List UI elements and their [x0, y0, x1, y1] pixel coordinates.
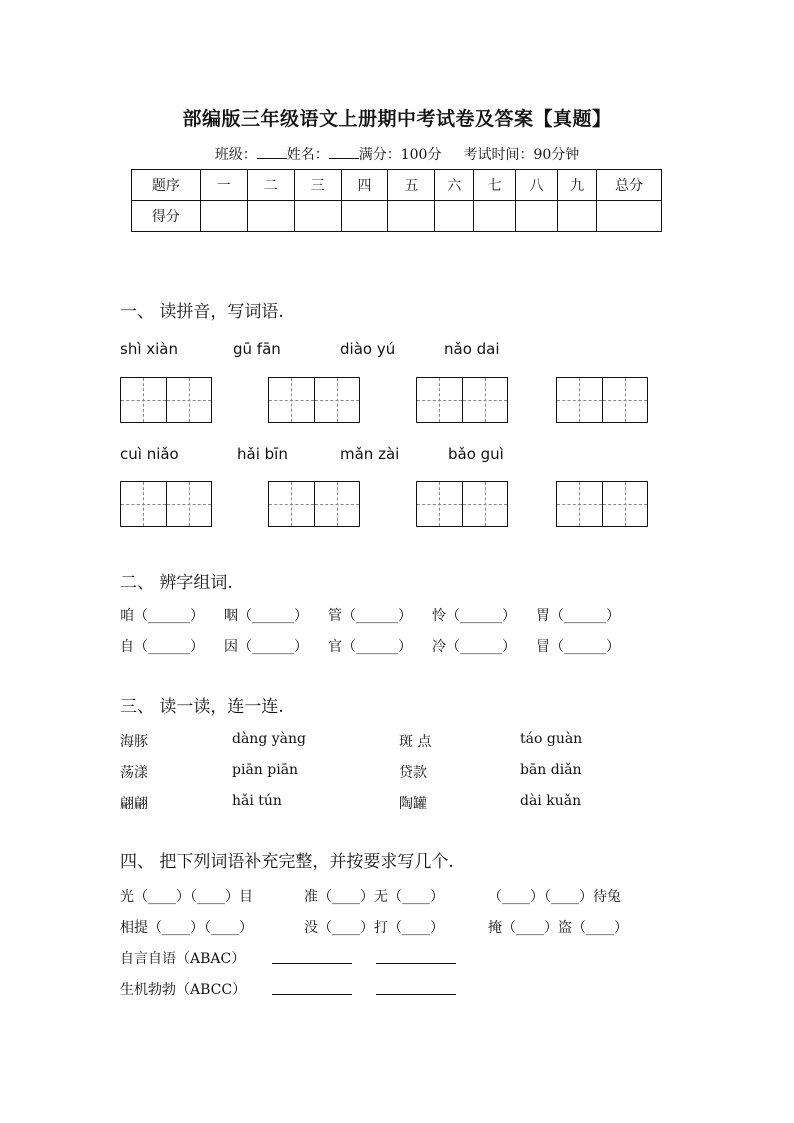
section4-heading: 四、 把下列词语补充完整，并按要求写几个.: [120, 852, 454, 872]
class-label: 班级：: [214, 147, 257, 163]
score-cell[interactable]: [200, 201, 247, 232]
word-blank[interactable]: 冒（______）: [536, 639, 620, 655]
match-word[interactable]: 贷款: [399, 765, 427, 781]
match-word[interactable]: 荡漾: [120, 765, 148, 781]
writing-grid[interactable]: [416, 377, 508, 423]
idiom-blank[interactable]: 准（____）无（____）: [304, 889, 444, 905]
header-cell: 五: [388, 170, 435, 201]
score-cell[interactable]: [474, 201, 516, 232]
word-blank[interactable]: 官（______）: [328, 639, 412, 655]
pinyin: bǎo guì: [448, 445, 504, 463]
writing-grid[interactable]: [556, 481, 648, 527]
writing-grid[interactable]: [268, 481, 360, 527]
score-cell[interactable]: [597, 201, 662, 232]
exam-time: 考试时间：90分钟: [463, 147, 580, 163]
header-cell: 三: [294, 170, 341, 201]
writing-grid[interactable]: [120, 481, 212, 527]
idiom-blank[interactable]: （____）（____）待兔: [488, 889, 621, 905]
match-pinyin[interactable]: hǎi tún: [232, 793, 282, 809]
header-cell: 六: [435, 170, 474, 201]
answer-line[interactable]: [376, 963, 456, 964]
idiom-blank[interactable]: 光（____）（____）目: [120, 889, 253, 905]
word-blank[interactable]: 冷（______）: [432, 639, 516, 655]
word-blank[interactable]: 咱（______）: [120, 608, 204, 624]
pinyin: nǎo dai: [444, 340, 500, 358]
header-cell: 八: [516, 170, 558, 201]
header-cell: 一: [200, 170, 247, 201]
header-cell: 总分: [597, 170, 662, 201]
page-title: 部编版三年级语文上册期中考试卷及答案【真题】: [182, 108, 612, 130]
pinyin: shì xiàn: [120, 340, 179, 358]
abac-label: 自言自语（ABAC）: [120, 951, 246, 967]
score-table-header-row: [132, 170, 662, 201]
score-table-score-row: [132, 201, 662, 232]
writing-grid[interactable]: [268, 377, 360, 423]
score-cell[interactable]: [341, 201, 388, 232]
header-cell: 四: [341, 170, 388, 201]
match-pinyin[interactable]: dàng yàng: [232, 731, 306, 747]
score-cell[interactable]: [435, 201, 474, 232]
word-blank[interactable]: 管（______）: [328, 608, 412, 624]
word-blank[interactable]: 自（______）: [120, 639, 204, 655]
answer-line[interactable]: [272, 994, 352, 995]
writing-grid[interactable]: [416, 481, 508, 527]
score-cell[interactable]: [516, 201, 558, 232]
idiom-blank[interactable]: 相提（____）（____）: [120, 920, 253, 936]
full-score: 满分：100分: [358, 147, 442, 163]
header-cell: 七: [474, 170, 516, 201]
class-blank[interactable]: [257, 146, 287, 159]
score-table: [131, 169, 662, 232]
header-cell: 题序: [132, 170, 201, 201]
abcc-label: 生机勃勃（ABCC）: [120, 982, 247, 998]
match-pinyin[interactable]: piān piān: [232, 762, 299, 778]
pinyin: gū fān: [233, 340, 281, 358]
idiom-blank[interactable]: 掩（____）盗（____）: [488, 920, 628, 936]
match-word[interactable]: 海豚: [120, 734, 148, 750]
score-cell[interactable]: [294, 201, 341, 232]
section2-heading: 二、 辨字组词.: [120, 573, 233, 593]
match-pinyin[interactable]: dài kuǎn: [520, 793, 582, 809]
writing-grid[interactable]: [556, 377, 648, 423]
score-cell[interactable]: [388, 201, 435, 232]
score-cell[interactable]: [558, 201, 597, 232]
section3-heading: 三、 读一读，连一连.: [120, 697, 284, 717]
match-pinyin[interactable]: bān diǎn: [520, 762, 582, 778]
word-blank[interactable]: 胃（______）: [536, 608, 620, 624]
name-blank[interactable]: [329, 146, 359, 159]
match-pinyin[interactable]: táo guàn: [520, 731, 583, 747]
section1-heading: 一、 读拼音，写词语.: [120, 302, 284, 322]
word-blank[interactable]: 怜（______）: [432, 608, 516, 624]
header-cell: 九: [558, 170, 597, 201]
answer-line[interactable]: [376, 994, 456, 995]
score-row-label: 得分: [132, 201, 201, 232]
idiom-blank[interactable]: 没（____）打（____）: [304, 920, 444, 936]
exam-info: [0, 144, 794, 164]
answer-line[interactable]: [272, 963, 352, 964]
match-word[interactable]: 陶罐: [399, 796, 427, 812]
match-word[interactable]: 翩翩: [120, 796, 148, 812]
pinyin: hǎi bīn: [237, 445, 288, 463]
word-blank[interactable]: 因（______）: [224, 639, 308, 655]
name-label: 姓名：: [286, 147, 329, 163]
word-blank[interactable]: 咽（______）: [224, 608, 308, 624]
pinyin: diào yú: [340, 340, 396, 358]
pinyin: mǎn zài: [340, 445, 400, 463]
match-word[interactable]: 斑 点: [399, 734, 432, 750]
score-cell[interactable]: [247, 201, 294, 232]
pinyin: cuì niǎo: [120, 445, 179, 463]
header-cell: 二: [247, 170, 294, 201]
writing-grid[interactable]: [120, 377, 212, 423]
